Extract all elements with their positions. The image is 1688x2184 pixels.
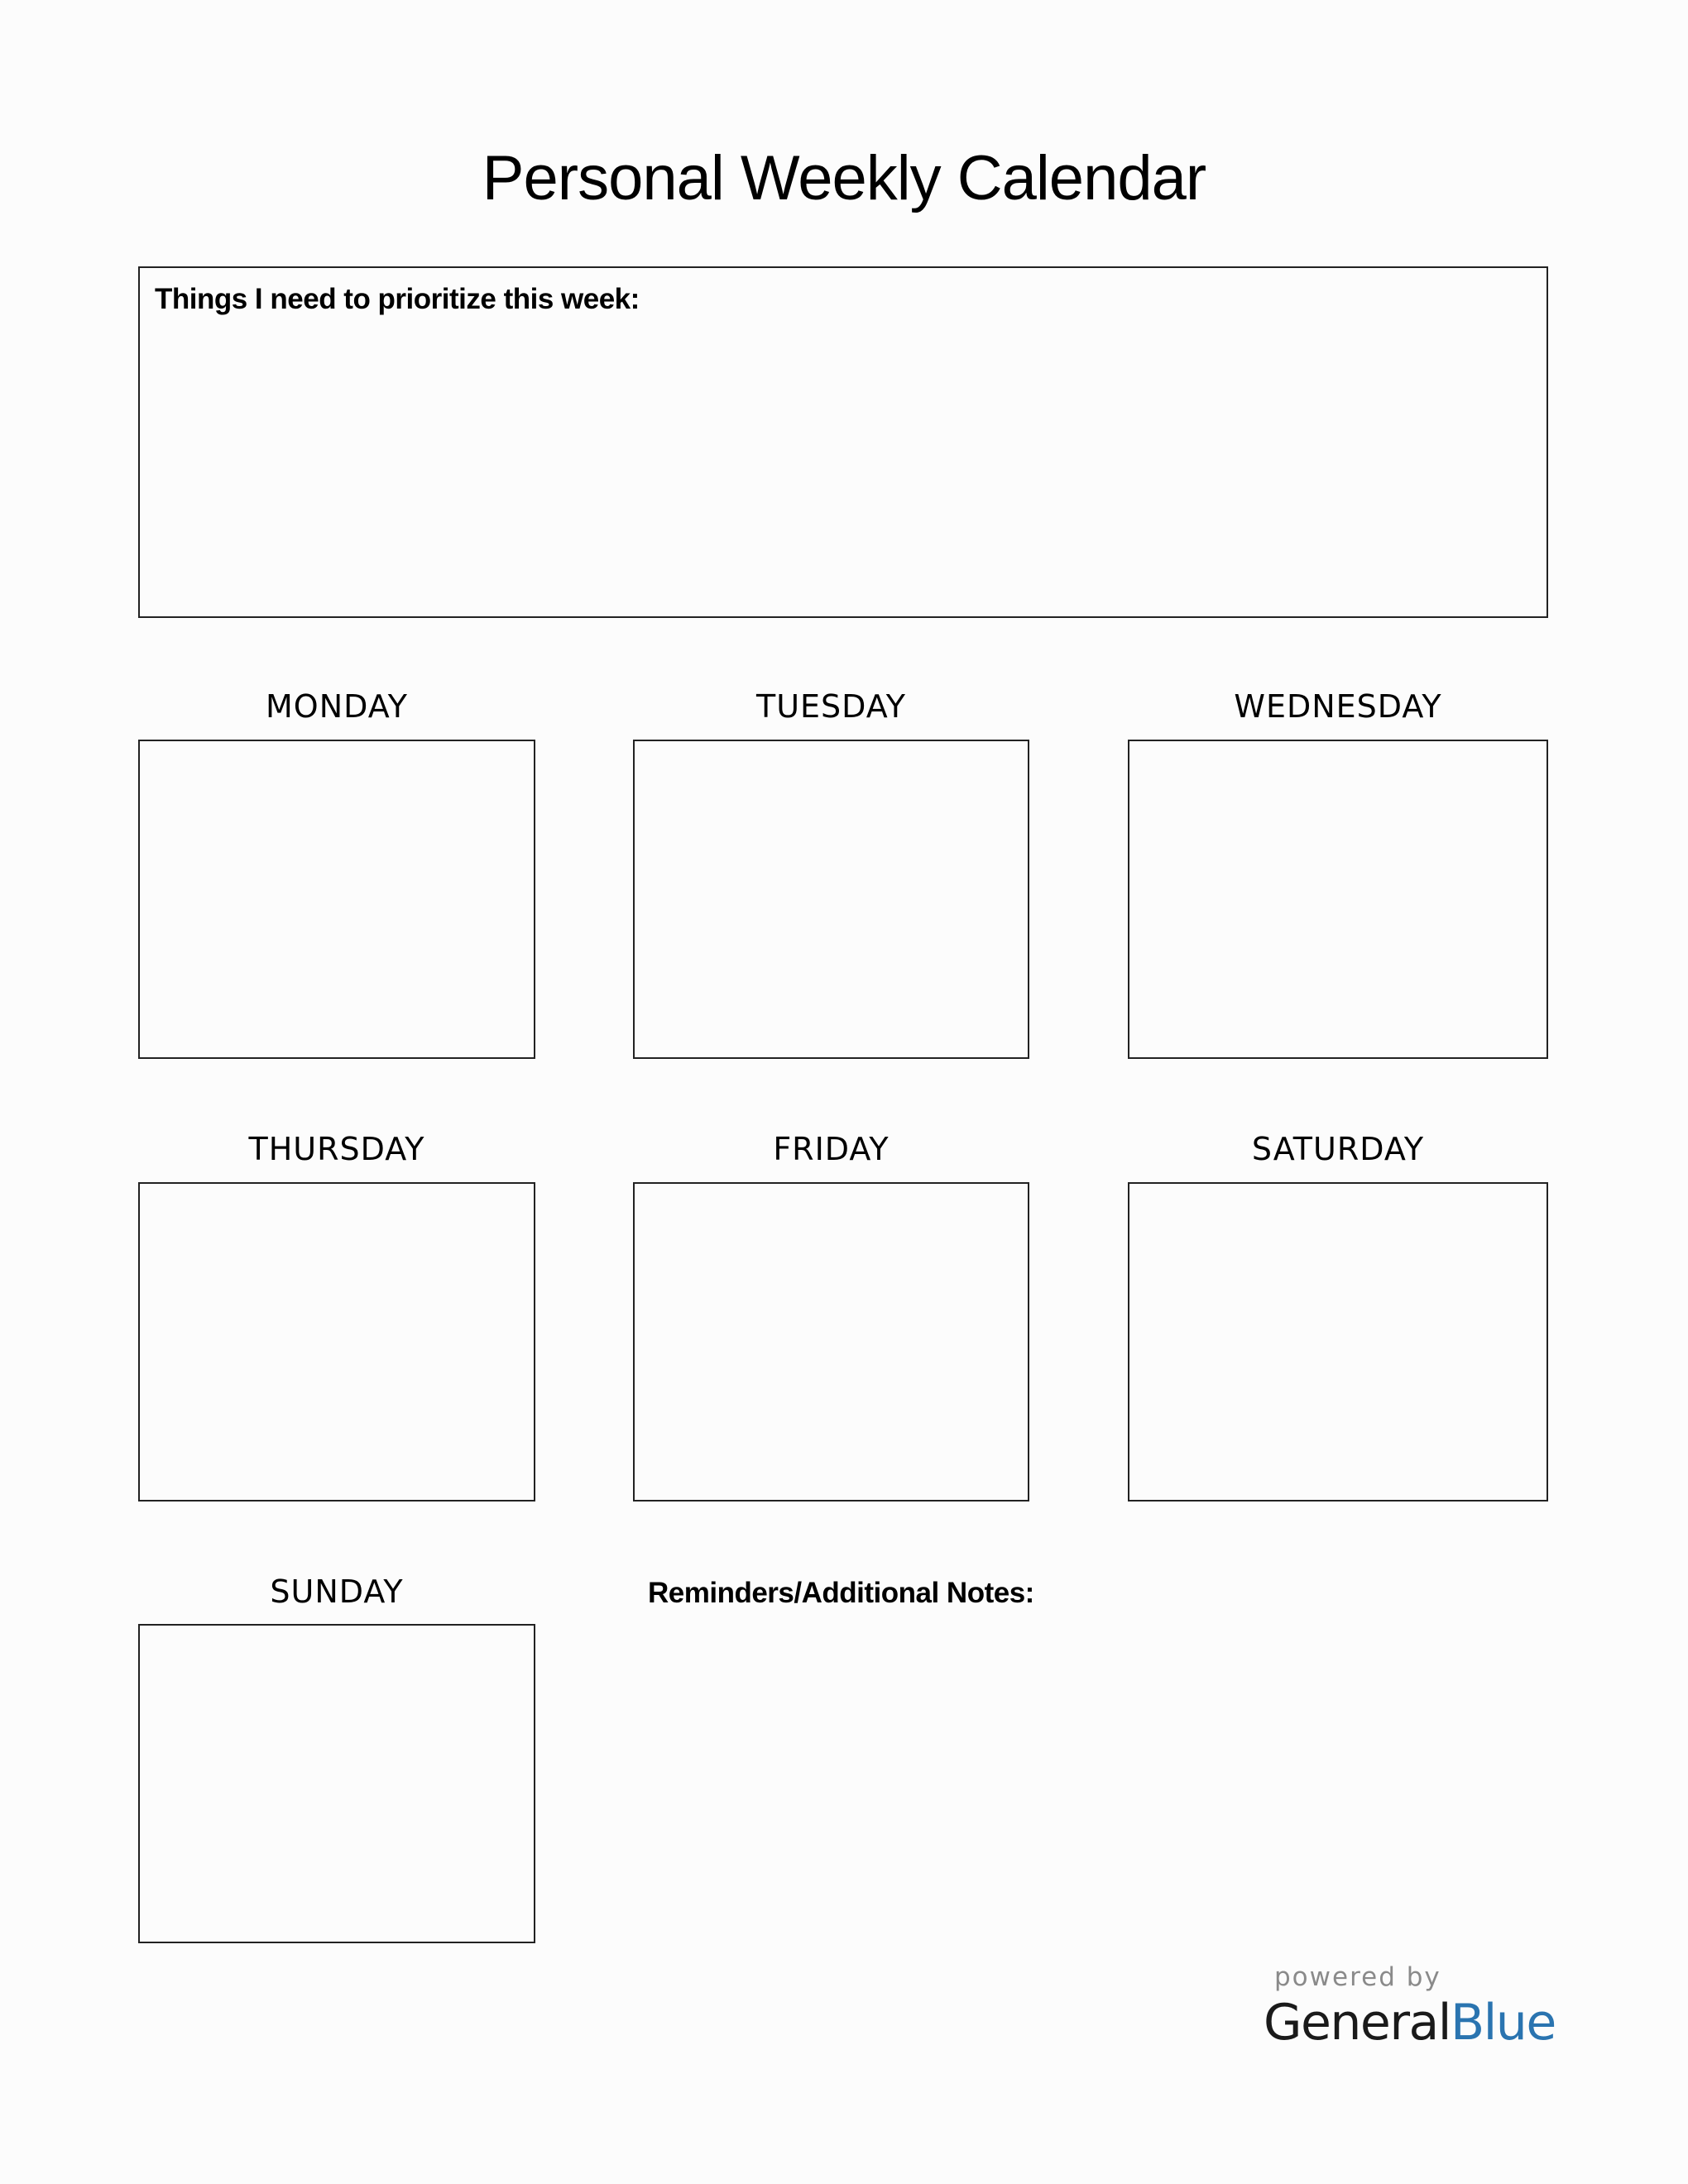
notes-label: Reminders/Additional Notes:	[648, 1577, 1034, 1609]
brand-name-blue: Blue	[1450, 1994, 1556, 2052]
day-box-thursday[interactable]	[138, 1182, 535, 1502]
priorities-box[interactable]	[138, 266, 1548, 618]
day-label-wednesday: WEDNESDAY	[1234, 688, 1442, 725]
day-box-monday[interactable]	[138, 740, 535, 1059]
priorities-label: Things I need to prioritize this week:	[155, 283, 640, 315]
brand-name-general: General	[1264, 1994, 1451, 2052]
day-label-tuesday: TUESDAY	[755, 688, 906, 725]
day-label-saturday: SATURDAY	[1251, 1131, 1425, 1167]
day-label-monday: MONDAY	[266, 688, 408, 725]
day-box-saturday[interactable]	[1128, 1182, 1548, 1502]
day-box-wednesday[interactable]	[1128, 740, 1548, 1059]
generalblue-logo	[1264, 1994, 1556, 2052]
day-label-friday: FRIDAY	[773, 1131, 890, 1167]
day-box-sunday[interactable]	[138, 1624, 535, 1943]
day-box-friday[interactable]	[633, 1182, 1029, 1502]
day-label-sunday: SUNDAY	[270, 1573, 404, 1610]
powered-by-text: powered by	[1274, 1962, 1441, 1992]
day-box-tuesday[interactable]	[633, 740, 1029, 1059]
day-label-thursday: THURSDAY	[248, 1131, 425, 1167]
page-title: Personal Weekly Calendar	[482, 143, 1206, 213]
